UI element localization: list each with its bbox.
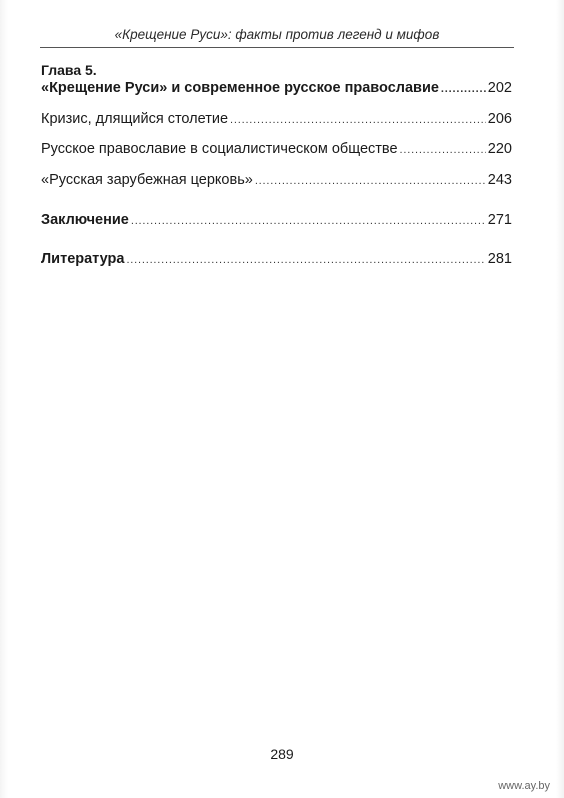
table-of-contents (41, 61, 512, 269)
toc-entry (41, 211, 512, 230)
toc-entry-title: «Крещение Руси» и современное русское православие (41, 80, 439, 96)
toc-entry (41, 140, 512, 159)
toc-entry-title: Литература (41, 251, 125, 267)
toc-entry-page: 271 (487, 212, 512, 228)
toc-entry-page: 243 (487, 172, 512, 188)
page-number: 289 (270, 746, 294, 762)
toc-entry (41, 110, 512, 129)
dot-leader (255, 172, 486, 190)
dot-leader (441, 80, 486, 98)
dot-leader (131, 212, 486, 230)
toc-entry-page: 202 (487, 80, 512, 96)
toc-entry-title: Русское православие в социалистическом обществе (41, 141, 398, 157)
chapter-label: Глава 5. (41, 62, 97, 78)
running-head: «Крещение Руси»: факты против легенд и мифов (114, 27, 440, 42)
toc-entry-title: «Русская зарубежная церковь» (41, 172, 253, 188)
toc-entry-title: Кризис, длящийся столетие (41, 111, 229, 127)
site-watermark: www.ay.by (498, 780, 550, 792)
dot-leader (126, 251, 485, 269)
dot-leader (230, 111, 486, 129)
toc-entry-title: Заключение (41, 212, 129, 228)
toc-entry-page: 220 (487, 141, 512, 157)
toc-entry-page: 206 (487, 111, 512, 127)
toc-entry-page: 281 (487, 251, 512, 267)
dot-leader (400, 141, 486, 159)
toc-entry (41, 79, 512, 98)
toc-entry (41, 250, 512, 269)
toc-entry (41, 171, 512, 190)
header-rule (40, 47, 514, 48)
